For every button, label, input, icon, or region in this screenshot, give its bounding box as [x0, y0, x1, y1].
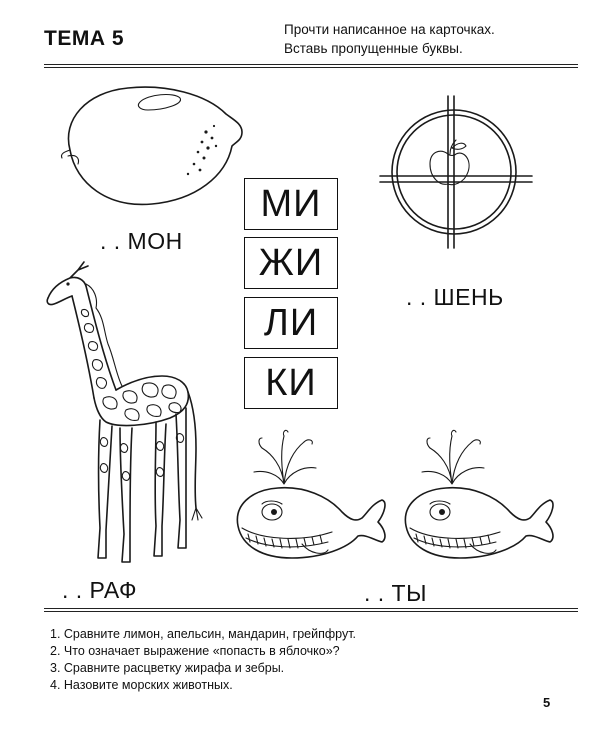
syllable-card-li: ЛИ — [244, 297, 338, 349]
question-list — [50, 626, 356, 694]
question-1: 1. Сравните лимон, апельсин, мандарин, грейпфрут. — [50, 627, 357, 641]
target-apple-icon — [378, 92, 538, 252]
syllable-card-ki: КИ — [244, 357, 338, 409]
syllable-card-mi: МИ — [244, 178, 338, 230]
word-whales: . . ТЫ — [364, 580, 427, 606]
instructions — [284, 20, 495, 58]
page-title: ТЕМА 5 — [44, 27, 125, 50]
question-2: 2. Что означает выражение «попасть в яблочко»? — [50, 644, 340, 658]
top-divider — [44, 64, 578, 68]
syllable-card-zhi: ЖИ — [244, 237, 338, 289]
whale-icon — [232, 426, 392, 566]
instruction-line-1: Прочти написанное на карточках. — [284, 22, 495, 37]
question-3: 3. Сравните расцветку жирафа и зебры. — [50, 661, 285, 675]
instruction-line-2: Вставь пропущенные буквы. — [284, 41, 463, 56]
giraffe-icon — [38, 258, 208, 580]
whale-icon — [400, 426, 560, 566]
word-giraffe: . . РАФ — [62, 577, 137, 603]
word-target: . . ШЕНЬ — [406, 284, 504, 310]
lemon-icon — [56, 80, 246, 210]
bottom-divider — [44, 608, 578, 612]
word-lemon: . . МОН — [100, 228, 183, 254]
page-number: 5 — [543, 695, 551, 710]
question-4: 4. Назовите морских животных. — [50, 678, 233, 692]
